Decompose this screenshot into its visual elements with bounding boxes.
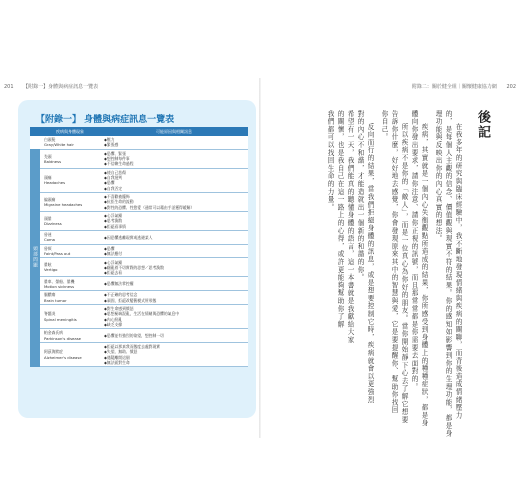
table-row xyxy=(30,230,248,244)
afterword-column: 在我多年的研究與臨床經驗中，我不斷地發現情緒與疾病的關聯，而背後造成情緒壓力 xyxy=(454,123,462,420)
condition-name: 腦膿瘍 Brain tumor xyxy=(40,291,100,305)
afterword-column: 體向你發出要求，請你注意、請你正視的訊號，而且那常常都是你需要去面對的。 xyxy=(410,110,418,391)
appendix-title-text: 身體與病症訊息一覽表 xyxy=(84,115,175,125)
right-header-text: 附錄二：關於健全組｜關懷健康協力網 xyxy=(411,84,497,90)
condition-name: 昏迷 Coma xyxy=(40,230,100,244)
table-header-row xyxy=(30,127,248,136)
left-running-header xyxy=(4,83,98,90)
table-row xyxy=(30,136,248,149)
condition-symptoms: ◆壓力 ◆緊張感 xyxy=(100,136,248,149)
table-row xyxy=(30,211,248,230)
condition-symptoms: ◆恐懼 ◆無法應付 xyxy=(100,244,248,258)
afterword-column: 我們都可以找回生命的力量。 xyxy=(326,110,334,212)
table-row xyxy=(30,258,248,277)
afterword-column: 告訴你什麼，好好地去感覺，你會發現原來其中的智慧與愛，它是要提醒你、幫助你找回 xyxy=(390,110,398,415)
afterword-column: 希望有一天，我們能真的聽懂身體的語言，這一本書就是我獻給大家 xyxy=(346,110,354,344)
appendix-title xyxy=(36,112,174,125)
appendix-title-tag: 【附錄一】 xyxy=(36,115,82,125)
afterword-column: 的，是每個人主觀的信念、價值觀與現實不符的結果。你的感知如影響到你的生理功能，都是身 xyxy=(444,110,452,438)
left-header-text: 【附錄一】身體與病症訊息一覽表 xyxy=(23,84,99,90)
condition-symptoms: ◆對生命感到憤怒 ◆思想極端混亂，生活在情緒與恐懼的氣息中 ◆內心紛亂 ◆缺乏支撐 xyxy=(100,305,248,329)
afterword-column: 所以疾病不是你的「敵人」，而是一位真心為你好的朋友。當你開始靜下心去了解它想要 xyxy=(400,123,408,424)
condition-name: 禿頭 Baldness xyxy=(40,149,100,168)
condition-name: 暈眩 Vertigo xyxy=(40,258,100,277)
afterword-title: 後記 xyxy=(475,110,490,140)
afterword-column: 反向而行的結果，當我們拒絕身體的訊息，或是想要控制它時，疾病就會以更強烈 xyxy=(366,123,374,404)
afterword-column: 你自己。 xyxy=(380,110,388,142)
table-row xyxy=(30,244,248,258)
right-running-header xyxy=(412,83,516,90)
table-header-name: 疾病與身體現象 xyxy=(40,127,100,136)
condition-name: 暈車、暈船、暈機 Motion sickness xyxy=(40,277,100,291)
condition-symptoms: ◆恐懼、緊張 ◆想控制每件事 ◆不信賴生命過程 xyxy=(100,149,248,168)
condition-symptoms: ◆因恐懼逃離現實或逃避某人 xyxy=(100,230,248,244)
table-side-label-text: 頭部問題 xyxy=(32,245,38,268)
table-row xyxy=(30,329,248,343)
condition-name: 頭痛 Headaches xyxy=(40,168,100,192)
condition-symptoms: ◆拒絕以那真我而態度去處對現實 ◆失望、無助、憤怒 ◆遇疑離開這個 ◆無法面對生命 xyxy=(100,343,248,367)
condition-symptoms: ◆恐懼無法掌控權 xyxy=(100,277,248,291)
condition-name: 昏厥 Faint/Pass out xyxy=(40,244,100,258)
condition-symptoms: ◆不喜歡被擺佈 ◆抗拒生命的流動 ◆對性的恐懼、性慾愛（通常可以藉由手淫獲得緩解） xyxy=(100,192,248,211)
symptom-table xyxy=(30,127,248,367)
condition-symptoms: ◆心浮氣躁 ◆思考渙散 ◆拒絕看事情 xyxy=(100,211,248,230)
afterword-column: 疾病，其實就是一個內心失衡觀點所造成的結果，你所感受到身體上的種種症狀，都是身 xyxy=(420,123,428,428)
condition-symptoms: ◆恐懼並有強烈的欲望，想控制一切 xyxy=(100,329,248,343)
afterword-column: 理功能與反映出你的內心真實的想法。 xyxy=(434,110,442,243)
afterword-text xyxy=(325,110,492,438)
right-page-number: 202 xyxy=(506,84,516,90)
left-page-number: 201 xyxy=(4,84,14,90)
table-header-side xyxy=(30,127,40,136)
table-side-spacer xyxy=(30,136,40,149)
afterword-column: 的關懷，也是我自己在這一路上的心得，或許更能夠幫助你了解 xyxy=(336,110,344,329)
table-row xyxy=(30,343,248,367)
condition-name: 脊髓炎 Spinal meningitis xyxy=(40,305,100,329)
condition-symptoms: ◆使自己悲傷 ◆自我批判 ◆恐懼 ◆自我否定 xyxy=(100,168,248,192)
table-row xyxy=(30,149,248,168)
table-row xyxy=(30,305,248,329)
condition-name: 頭暈 Dizziness xyxy=(40,211,100,230)
book-gutter xyxy=(259,78,261,438)
condition-name: 阿茲海默症 Alzheimer's disease xyxy=(40,343,100,367)
table-row xyxy=(30,168,248,192)
table-row xyxy=(30,192,248,211)
right-page xyxy=(262,0,520,500)
afterword-column: 對的內心不和諧，才能造就出一個新的和諧的你。 xyxy=(356,110,364,282)
table-side-label xyxy=(30,149,40,366)
condition-name: 偏頭痛 Migraine headaches xyxy=(40,192,100,211)
appendix-card xyxy=(18,100,256,418)
table-header-symptom: 可能原因與相關訊息 xyxy=(100,127,248,136)
condition-symptoms: ◆不正確的思考信念 ◆頑固，拒絕改變舊模式所形態 xyxy=(100,291,248,305)
table-row xyxy=(30,277,248,291)
condition-name: 白頭髮 Gray/White hair xyxy=(40,136,100,149)
condition-symptoms: ◆心浮氣躁 ◆翻亂着不切實際的思想／思考渙散 ◆拒絕去看 xyxy=(100,258,248,277)
table-row xyxy=(30,291,248,305)
condition-name: 帕金森氏病 Parkinson's disease xyxy=(40,329,100,343)
